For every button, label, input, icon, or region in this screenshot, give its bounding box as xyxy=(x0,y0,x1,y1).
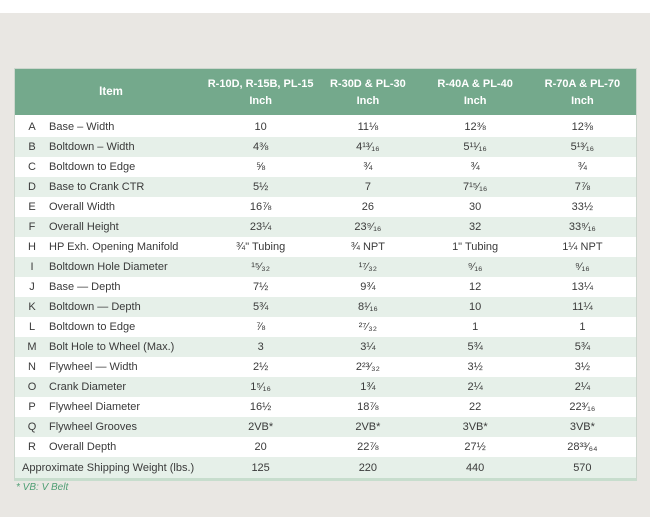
row-value: 2¼ xyxy=(467,381,483,394)
row-letter: O xyxy=(27,381,37,394)
shipping-weight-row xyxy=(15,457,636,478)
row-value: 1" Tubing xyxy=(452,241,499,254)
row-value: 7 xyxy=(364,181,371,194)
table-row xyxy=(15,117,636,137)
unit-label: Inch xyxy=(463,95,487,108)
row-letter: L xyxy=(28,321,36,334)
row-label: Base — Depth xyxy=(49,281,121,294)
row-value: 3VB* xyxy=(462,421,488,434)
row-value: 5¹³⁄₁₆ xyxy=(570,141,595,154)
row-label: Overall Depth xyxy=(49,441,117,454)
table-row xyxy=(15,217,636,237)
row-label: Base – Width xyxy=(49,121,115,134)
row-value: 26 xyxy=(361,201,374,214)
row-value: ¾ xyxy=(470,161,480,174)
row-value: 13¼ xyxy=(571,281,594,294)
row-value: 33⁹⁄₁₆ xyxy=(568,221,596,234)
row-value: 3½ xyxy=(467,361,483,374)
gray-panel xyxy=(0,13,650,517)
row-value: 30 xyxy=(469,201,482,214)
row-label: Flywheel — Width xyxy=(49,361,138,374)
table-body xyxy=(15,117,636,457)
row-value: 5½ xyxy=(252,181,269,194)
row-label: Overall Height xyxy=(49,221,119,234)
row-letter: B xyxy=(28,141,36,154)
table-row xyxy=(15,337,636,357)
column-header-item: Item xyxy=(99,86,123,99)
model-names: R-70A & PL-70 xyxy=(544,78,621,90)
model-names: R-40A & PL-40 xyxy=(437,78,513,90)
row-value: 22³⁄₁₆ xyxy=(569,401,596,414)
table-row xyxy=(15,357,636,377)
column-header-model-2 xyxy=(314,69,421,115)
row-label: Boltdown to Edge xyxy=(49,161,136,174)
shipping-weight-value: 220 xyxy=(358,461,378,474)
column-header-model-1 xyxy=(207,69,314,115)
row-value: 3 xyxy=(257,341,264,354)
row-label: HP Exh. Opening Manifold xyxy=(49,241,179,254)
row-label: Crank Diameter xyxy=(49,381,127,394)
column-header-model-3 xyxy=(422,69,529,115)
table-row xyxy=(15,297,636,317)
model-names: R-10D, R-15B, PL-15 xyxy=(207,78,314,90)
row-value: 20 xyxy=(254,441,267,454)
unit-label: Inch xyxy=(356,95,380,108)
row-value: 12⅜ xyxy=(464,121,486,134)
row-letter: N xyxy=(28,361,36,374)
row-value: 5¾ xyxy=(574,341,591,354)
table-row xyxy=(15,197,636,217)
table-row xyxy=(15,317,636,337)
row-value: ⁹⁄₁₆ xyxy=(467,261,483,274)
row-value: 18⅞ xyxy=(357,401,379,414)
row-value: 33½ xyxy=(571,201,594,214)
row-value: ¹⁷⁄₃₂ xyxy=(358,261,377,274)
table-row xyxy=(15,137,636,157)
row-value: 3VB* xyxy=(569,421,595,434)
row-letter: H xyxy=(28,241,36,254)
row-value: ¾ xyxy=(363,161,373,174)
row-value: 2½ xyxy=(252,361,269,374)
row-value: 7⅞ xyxy=(574,181,591,194)
row-letter: Q xyxy=(27,421,37,434)
row-value: 4⅜ xyxy=(252,141,269,154)
row-value: 11⅛ xyxy=(357,121,379,134)
shipping-weight-value: 570 xyxy=(573,461,592,474)
row-value: 10 xyxy=(254,121,267,134)
shipping-weight-value: 440 xyxy=(465,461,485,474)
table-row xyxy=(15,237,636,257)
table-row xyxy=(15,417,636,437)
row-letter: K xyxy=(28,301,36,314)
row-label: Boltdown — Depth xyxy=(49,301,141,314)
row-value: 1¼ NPT xyxy=(562,241,603,254)
specification-table xyxy=(14,68,637,481)
row-value: ⁹⁄₁₆ xyxy=(575,261,590,274)
row-value: 7¹⁵⁄₁₆ xyxy=(462,181,488,194)
row-value: 5¾ xyxy=(252,301,269,314)
table-row xyxy=(15,397,636,417)
model-names: R-30D & PL-30 xyxy=(329,78,406,90)
row-label: Overall Width xyxy=(49,201,116,214)
row-value: 2VB* xyxy=(355,421,381,434)
row-value: ²⁷⁄₃₂ xyxy=(358,321,377,334)
row-value: 27½ xyxy=(464,441,486,454)
row-value: 8¹⁄₁₆ xyxy=(357,301,378,314)
row-value: 16⅞ xyxy=(249,201,272,214)
table-row xyxy=(15,257,636,277)
row-value: 2VB* xyxy=(248,421,274,434)
row-value: 1 xyxy=(472,321,479,334)
row-letter: D xyxy=(28,181,36,194)
row-value: ¾ xyxy=(577,161,587,174)
row-value: ⅞ xyxy=(256,321,266,334)
row-value: 2¼ xyxy=(574,381,591,394)
row-letter: E xyxy=(28,201,36,214)
row-label: Boltdown to Edge xyxy=(49,321,136,334)
row-letter: R xyxy=(28,441,36,454)
row-label: Boltdown Hole Diameter xyxy=(49,261,168,274)
row-value: 1⁵⁄₁₆ xyxy=(250,381,271,394)
row-value: 22 xyxy=(469,401,482,414)
table-row xyxy=(15,157,636,177)
row-label: Flywheel Diameter xyxy=(49,401,141,414)
row-letter: I xyxy=(30,261,34,274)
row-value: 16½ xyxy=(249,401,272,414)
table-row xyxy=(15,177,636,197)
row-value: 3¼ xyxy=(360,341,376,354)
row-value: 11¼ xyxy=(572,301,593,314)
row-value: 5¾ xyxy=(467,341,483,354)
row-value: 1¾ xyxy=(360,381,376,394)
row-letter: P xyxy=(28,401,36,414)
row-value: 10 xyxy=(469,301,482,314)
row-letter: A xyxy=(28,121,36,134)
row-value: 7½ xyxy=(252,281,269,294)
row-label: Base to Crank CTR xyxy=(49,181,145,194)
unit-label: Inch xyxy=(571,95,594,108)
row-letter: J xyxy=(29,281,35,294)
row-value: 1 xyxy=(579,321,586,334)
row-value: 3½ xyxy=(574,361,591,374)
table-row xyxy=(15,437,636,457)
shipping-weight-label: Approximate Shipping Weight (lbs.) xyxy=(22,461,195,474)
row-letter: C xyxy=(28,161,36,174)
table-row xyxy=(15,377,636,397)
row-value: 32 xyxy=(469,221,482,234)
row-value: ⅝ xyxy=(256,161,266,174)
row-value: 22⅞ xyxy=(357,441,379,454)
unit-label: Inch xyxy=(249,95,272,108)
row-value: 28³³⁄₆₄ xyxy=(567,441,598,454)
row-value: ¹⁵⁄₃₂ xyxy=(251,261,271,274)
row-label: Bolt Hole to Wheel (Max.) xyxy=(49,341,175,354)
table-row xyxy=(15,277,636,297)
row-value: ¾" Tubing xyxy=(236,241,286,254)
shipping-weight-value: 125 xyxy=(251,461,270,474)
row-value: 23⁹⁄₁₆ xyxy=(354,221,382,234)
column-header-model-4 xyxy=(529,69,636,115)
row-value: ¾ NPT xyxy=(350,241,385,254)
footnote: * VB: V Belt xyxy=(16,482,69,493)
row-value: 4¹³⁄₁₆ xyxy=(356,141,380,154)
row-value: 12 xyxy=(469,281,482,294)
table-header-row xyxy=(15,69,636,117)
row-label: Flywheel Grooves xyxy=(49,421,138,434)
row-label: Boltdown – Width xyxy=(49,141,135,154)
row-value: 23¼ xyxy=(249,221,272,234)
row-value: 5¹¹⁄₁₆ xyxy=(463,141,487,154)
row-letter: F xyxy=(28,221,36,234)
row-value: 9¾ xyxy=(360,281,376,294)
row-letter: M xyxy=(27,341,37,354)
row-value: 12⅜ xyxy=(571,121,594,134)
row-value: 2²³⁄₃₂ xyxy=(355,361,380,374)
